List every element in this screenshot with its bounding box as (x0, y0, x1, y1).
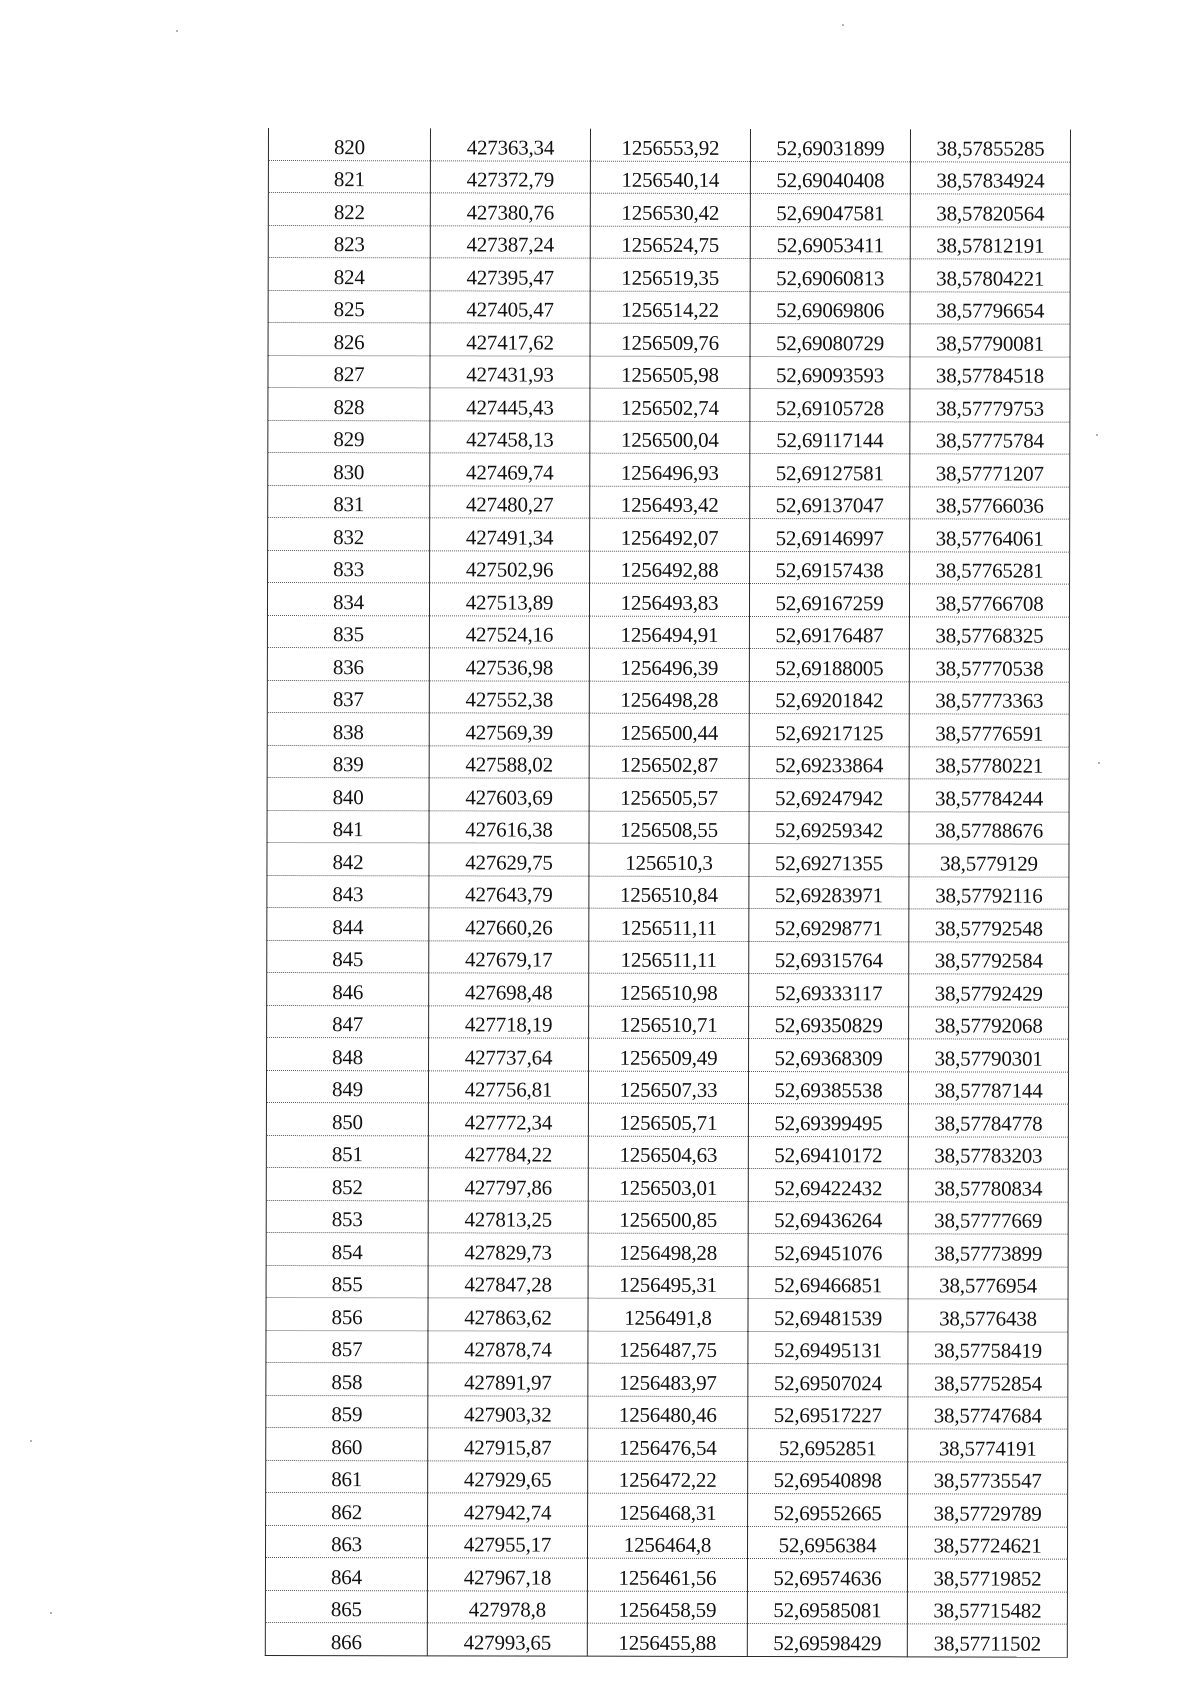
coord-x-cell: 427380,76 (430, 193, 590, 226)
latitude-cell: 52,69137047 (750, 486, 910, 519)
table-row (266, 1427, 1068, 1461)
point-number-cell: 829 (268, 420, 430, 453)
coord-y-cell: 1256492,07 (590, 518, 750, 551)
point-number-cell: 851 (266, 1135, 428, 1168)
table-row (267, 875, 1069, 909)
point-number-cell: 825 (268, 290, 430, 323)
coord-y-cell: 1256505,71 (588, 1103, 748, 1136)
longitude-cell: 38,57776591 (909, 714, 1069, 747)
table-row (266, 1297, 1068, 1331)
table-row (268, 258, 1070, 292)
latitude-cell: 52,69105728 (750, 389, 910, 422)
coord-y-cell: 1256510,3 (589, 843, 749, 876)
table-row (267, 940, 1069, 974)
longitude-cell: 38,57788676 (909, 811, 1069, 844)
table-row (267, 972, 1069, 1006)
table-row (266, 1492, 1068, 1526)
longitude-cell: 38,57735547 (908, 1461, 1068, 1494)
coord-x-cell: 427524,16 (429, 615, 589, 648)
coordinates-table (265, 128, 1071, 1657)
point-number-cell: 832 (268, 518, 430, 551)
table-row (268, 420, 1070, 454)
table-row (268, 323, 1070, 357)
latitude-cell: 52,69093593 (750, 356, 910, 389)
coord-y-cell: 1256510,71 (589, 1006, 749, 1039)
coord-y-cell: 1256476,54 (588, 1428, 748, 1461)
point-number-cell: 864 (265, 1557, 427, 1590)
coord-x-cell: 427569,39 (429, 713, 589, 746)
point-number-cell: 841 (267, 810, 429, 843)
latitude-cell: 52,69040408 (750, 161, 910, 194)
coord-y-cell: 1256553,92 (590, 129, 750, 161)
coord-y-cell: 1256514,22 (590, 291, 750, 324)
longitude-cell: 38,57820564 (910, 194, 1070, 227)
point-number-cell: 837 (267, 680, 429, 713)
table-row (267, 647, 1069, 681)
coord-y-cell: 1256505,98 (590, 356, 750, 389)
point-number-cell: 865 (265, 1590, 427, 1623)
point-number-cell: 821 (268, 160, 430, 193)
coord-x-cell: 427660,26 (429, 908, 589, 941)
latitude-cell: 52,69315764 (749, 941, 909, 974)
longitude-cell: 38,57787144 (908, 1071, 1068, 1104)
latitude-cell: 52,69053411 (750, 226, 910, 259)
point-number-cell: 835 (267, 615, 429, 648)
latitude-cell: 52,69069806 (750, 291, 910, 324)
longitude-cell: 38,57711502 (907, 1624, 1067, 1657)
latitude-cell: 52,69117144 (750, 421, 910, 454)
coord-x-cell: 427536,98 (429, 648, 589, 681)
table-row (267, 680, 1069, 714)
longitude-cell: 38,57775784 (910, 421, 1070, 454)
point-number-cell: 858 (266, 1362, 428, 1395)
coord-x-cell: 427942,74 (428, 1493, 588, 1526)
table-row (266, 1200, 1068, 1234)
point-number-cell: 823 (268, 225, 430, 258)
table-row (267, 745, 1069, 779)
coord-y-cell: 1256487,75 (588, 1331, 748, 1364)
latitude-cell: 52,69540898 (748, 1461, 908, 1494)
coordinates-table-body (265, 128, 1070, 1657)
table-row (266, 1265, 1068, 1299)
latitude-cell: 52,69451076 (748, 1234, 908, 1267)
table-row (268, 160, 1070, 194)
table-row (265, 1557, 1067, 1591)
coord-x-cell: 427458,13 (430, 420, 590, 453)
coord-x-cell: 427978,8 (427, 1590, 587, 1623)
latitude-cell: 52,69507024 (748, 1364, 908, 1397)
point-number-cell: 853 (266, 1200, 428, 1233)
table-row (268, 128, 1070, 162)
coord-x-cell: 427363,34 (430, 128, 590, 160)
point-number-cell: 855 (266, 1265, 428, 1298)
coord-x-cell: 427629,75 (429, 843, 589, 876)
latitude-cell: 52,69157438 (750, 551, 910, 584)
coord-x-cell: 427417,62 (430, 323, 590, 356)
point-number-cell: 847 (267, 1005, 429, 1038)
latitude-cell: 52,69201842 (749, 681, 909, 714)
table-row (268, 388, 1070, 422)
longitude-cell: 38,5774191 (908, 1429, 1068, 1462)
table-row (268, 193, 1070, 227)
coord-x-cell: 427513,89 (429, 583, 589, 616)
point-number-cell: 822 (268, 193, 430, 226)
coord-x-cell: 427372,79 (430, 160, 590, 193)
latitude-cell: 52,69574636 (747, 1559, 907, 1592)
latitude-cell: 52,69333117 (749, 974, 909, 1007)
table-row (266, 1102, 1068, 1136)
point-number-cell: 820 (268, 128, 430, 160)
longitude-cell: 38,57792116 (909, 876, 1069, 909)
longitude-cell: 38,57792584 (909, 941, 1069, 974)
latitude-cell: 52,69385538 (748, 1071, 908, 1104)
coord-x-cell: 427491,34 (430, 518, 590, 551)
coord-y-cell: 1256496,93 (590, 453, 750, 486)
latitude-cell: 52,69060813 (750, 259, 910, 292)
latitude-cell: 52,69031899 (750, 129, 910, 161)
longitude-cell: 38,57784518 (910, 356, 1070, 389)
latitude-cell: 52,69167259 (749, 584, 909, 617)
coord-y-cell: 1256500,04 (590, 421, 750, 454)
scan-speck (176, 30, 178, 32)
coord-y-cell: 1256472,22 (588, 1461, 748, 1494)
point-number-cell: 824 (268, 258, 430, 291)
point-number-cell: 857 (266, 1330, 428, 1363)
coord-y-cell: 1256461,56 (587, 1558, 747, 1591)
longitude-cell: 38,57768325 (909, 616, 1069, 649)
point-number-cell: 863 (266, 1525, 428, 1558)
longitude-cell: 38,57773363 (909, 681, 1069, 714)
point-number-cell: 850 (266, 1102, 428, 1135)
longitude-cell: 38,57765281 (910, 551, 1070, 584)
longitude-cell: 38,57784244 (909, 779, 1069, 812)
coord-x-cell: 427891,97 (428, 1363, 588, 1396)
table-row (266, 1330, 1068, 1364)
point-number-cell: 854 (266, 1232, 428, 1265)
point-number-cell: 842 (267, 842, 429, 875)
coord-y-cell: 1256500,85 (588, 1201, 748, 1234)
longitude-cell: 38,57784778 (908, 1104, 1068, 1137)
latitude-cell: 52,69127581 (750, 454, 910, 487)
longitude-cell: 38,5776438 (908, 1299, 1068, 1332)
table-row (266, 1395, 1068, 1429)
latitude-cell: 52,69585081 (747, 1591, 907, 1624)
coord-y-cell: 1256480,46 (588, 1396, 748, 1429)
coord-y-cell: 1256498,28 (588, 1233, 748, 1266)
longitude-cell: 38,57773899 (908, 1234, 1068, 1267)
table-row (268, 518, 1070, 552)
longitude-cell: 38,57792068 (909, 1006, 1069, 1039)
longitude-cell: 38,57790081 (910, 324, 1070, 357)
longitude-cell: 38,57747684 (908, 1396, 1068, 1429)
point-number-cell: 830 (268, 453, 430, 486)
point-number-cell: 840 (267, 777, 429, 810)
latitude-cell: 52,69350829 (749, 1006, 909, 1039)
coord-x-cell: 427395,47 (430, 258, 590, 291)
latitude-cell: 52,69188005 (749, 649, 909, 682)
latitude-cell: 52,69436264 (748, 1201, 908, 1234)
coord-y-cell: 1256468,31 (588, 1493, 748, 1526)
latitude-cell: 52,6956384 (748, 1526, 908, 1559)
longitude-cell: 38,57792429 (909, 974, 1069, 1007)
point-number-cell: 848 (267, 1037, 429, 1070)
coord-x-cell: 427829,73 (428, 1233, 588, 1266)
point-number-cell: 849 (266, 1070, 428, 1103)
latitude-cell: 52,69399495 (748, 1104, 908, 1137)
coord-x-cell: 427431,93 (430, 355, 590, 388)
latitude-cell: 52,69598429 (747, 1624, 907, 1657)
point-number-cell: 856 (266, 1297, 428, 1330)
longitude-cell: 38,57834924 (910, 161, 1070, 194)
coord-y-cell: 1256509,49 (589, 1038, 749, 1071)
latitude-cell: 52,69259342 (749, 811, 909, 844)
coord-y-cell: 1256509,76 (590, 323, 750, 356)
table-row (267, 810, 1069, 844)
longitude-cell: 38,5776954 (908, 1266, 1068, 1299)
coord-x-cell: 427588,02 (429, 745, 589, 778)
point-number-cell: 852 (266, 1167, 428, 1200)
table-row (268, 290, 1070, 324)
longitude-cell: 38,57804221 (910, 259, 1070, 292)
coord-x-cell: 427616,38 (429, 810, 589, 843)
point-number-cell: 834 (267, 583, 429, 616)
table-row (266, 1135, 1068, 1169)
coord-x-cell: 427878,74 (428, 1330, 588, 1363)
table-row (267, 907, 1069, 941)
coord-x-cell: 427387,24 (430, 225, 590, 258)
coord-y-cell: 1256502,87 (589, 746, 749, 779)
point-number-cell: 843 (267, 875, 429, 908)
coord-x-cell: 427863,62 (428, 1298, 588, 1331)
latitude-cell: 52,69368309 (749, 1039, 909, 1072)
latitude-cell: 52,69466851 (748, 1266, 908, 1299)
coord-y-cell: 1256464,8 (588, 1526, 748, 1559)
scan-speck (50, 1612, 52, 1614)
latitude-cell: 52,69047581 (750, 194, 910, 227)
coord-x-cell: 427955,17 (428, 1525, 588, 1558)
table-row (268, 550, 1070, 584)
point-number-cell: 833 (268, 550, 430, 583)
coord-y-cell: 1256458,59 (587, 1591, 747, 1624)
table-row (268, 485, 1070, 519)
coord-y-cell: 1256495,31 (588, 1266, 748, 1299)
coord-x-cell: 427915,87 (428, 1428, 588, 1461)
table-row (266, 1232, 1068, 1266)
scan-speck (1098, 762, 1100, 764)
coord-x-cell: 427813,25 (428, 1200, 588, 1233)
coord-x-cell: 427737,64 (429, 1038, 589, 1071)
longitude-cell: 38,57766708 (909, 584, 1069, 617)
coord-x-cell: 427772,34 (428, 1103, 588, 1136)
table-row (268, 453, 1070, 487)
longitude-cell: 38,57752854 (908, 1364, 1068, 1397)
latitude-cell: 52,69233864 (749, 746, 909, 779)
point-number-cell: 846 (267, 972, 429, 1005)
coord-x-cell: 427756,81 (428, 1070, 588, 1103)
longitude-cell: 38,57783203 (908, 1136, 1068, 1169)
latitude-cell: 52,69271355 (749, 844, 909, 877)
coord-y-cell: 1256508,55 (589, 811, 749, 844)
longitude-cell: 38,57758419 (908, 1331, 1068, 1364)
longitude-cell: 38,57770538 (909, 649, 1069, 682)
coord-x-cell: 427469,74 (430, 453, 590, 486)
point-number-cell: 827 (268, 355, 430, 388)
longitude-cell: 38,57777669 (908, 1201, 1068, 1234)
latitude-cell: 52,69217125 (749, 714, 909, 747)
coord-x-cell: 427502,96 (430, 550, 590, 583)
coord-x-cell: 427698,48 (429, 973, 589, 1006)
coord-y-cell: 1256507,33 (588, 1071, 748, 1104)
point-number-cell: 860 (266, 1427, 428, 1460)
point-number-cell: 866 (265, 1622, 427, 1655)
coord-y-cell: 1256530,42 (590, 193, 750, 226)
coord-x-cell: 427603,69 (429, 778, 589, 811)
table-row (267, 615, 1069, 649)
coord-y-cell: 1256511,11 (589, 908, 749, 941)
coord-x-cell: 427445,43 (430, 388, 590, 421)
coord-y-cell: 1256519,35 (590, 258, 750, 291)
longitude-cell: 38,57715482 (907, 1591, 1067, 1624)
point-number-cell: 836 (267, 647, 429, 680)
latitude-cell: 52,69283971 (749, 876, 909, 909)
latitude-cell: 52,69422432 (748, 1169, 908, 1202)
point-number-cell: 861 (266, 1460, 428, 1493)
longitude-cell: 38,57792548 (909, 909, 1069, 942)
point-number-cell: 826 (268, 323, 430, 356)
latitude-cell: 52,69410172 (748, 1136, 908, 1169)
coord-x-cell: 427643,79 (429, 875, 589, 908)
point-number-cell: 839 (267, 745, 429, 778)
table-row (267, 1037, 1069, 1071)
coord-y-cell: 1256491,8 (588, 1298, 748, 1331)
longitude-cell: 38,57812191 (910, 226, 1070, 259)
coord-y-cell: 1256496,39 (589, 648, 749, 681)
latitude-cell: 52,69298771 (749, 909, 909, 942)
table-row (266, 1167, 1068, 1201)
longitude-cell: 38,57790301 (909, 1039, 1069, 1072)
table-row (267, 1005, 1069, 1039)
table-row (268, 225, 1070, 259)
coord-y-cell: 1256510,98 (589, 973, 749, 1006)
point-number-cell: 859 (266, 1395, 428, 1428)
coord-y-cell: 1256524,75 (590, 226, 750, 259)
longitude-cell: 38,57855285 (910, 129, 1070, 161)
coord-x-cell: 427718,19 (429, 1005, 589, 1038)
latitude-cell: 52,69080729 (750, 324, 910, 357)
latitude-cell: 52,69517227 (748, 1396, 908, 1429)
latitude-cell: 52,69495131 (748, 1331, 908, 1364)
coord-y-cell: 1256504,63 (588, 1136, 748, 1169)
table-row (265, 1590, 1067, 1624)
point-number-cell: 844 (267, 907, 429, 940)
latitude-cell: 52,69481539 (748, 1299, 908, 1332)
longitude-cell: 38,57724621 (908, 1526, 1068, 1559)
coord-y-cell: 1256494,91 (589, 616, 749, 649)
longitude-cell: 38,57771207 (910, 454, 1070, 487)
coord-y-cell: 1256498,28 (589, 681, 749, 714)
longitude-cell: 38,57780834 (908, 1169, 1068, 1202)
longitude-cell: 38,57796654 (910, 291, 1070, 324)
coord-y-cell: 1256500,44 (589, 713, 749, 746)
coord-y-cell: 1256493,83 (589, 583, 749, 616)
point-number-cell: 828 (268, 388, 430, 421)
table-row (267, 777, 1069, 811)
coord-y-cell: 1256493,42 (590, 486, 750, 519)
longitude-cell: 38,5779129 (909, 844, 1069, 877)
coord-y-cell: 1256511,11 (589, 941, 749, 974)
coord-y-cell: 1256540,14 (590, 161, 750, 194)
coord-y-cell: 1256502,74 (590, 388, 750, 421)
coord-x-cell: 427679,17 (429, 940, 589, 973)
coord-y-cell: 1256455,88 (587, 1623, 747, 1656)
table-row (267, 842, 1069, 876)
coord-y-cell: 1256503,01 (588, 1168, 748, 1201)
coord-x-cell: 427784,22 (428, 1135, 588, 1168)
table-row (265, 1622, 1067, 1656)
longitude-cell: 38,57780221 (909, 746, 1069, 779)
coord-y-cell: 1256510,84 (589, 876, 749, 909)
latitude-cell: 52,6952851 (748, 1429, 908, 1462)
latitude-cell: 52,69247942 (749, 779, 909, 812)
point-number-cell: 845 (267, 940, 429, 973)
table-row (266, 1362, 1068, 1396)
table-row (267, 583, 1069, 617)
scan-speck (30, 1440, 32, 1442)
table-row (268, 355, 1070, 389)
latitude-cell: 52,69146997 (750, 519, 910, 552)
latitude-cell: 52,69176487 (749, 616, 909, 649)
coord-x-cell: 427480,27 (430, 485, 590, 518)
coord-x-cell: 427405,47 (430, 290, 590, 323)
longitude-cell: 38,57719852 (907, 1559, 1067, 1592)
coord-x-cell: 427929,65 (428, 1460, 588, 1493)
point-number-cell: 831 (268, 485, 430, 518)
coord-x-cell: 427847,28 (428, 1265, 588, 1298)
point-number-cell: 838 (267, 712, 429, 745)
coord-x-cell: 427903,32 (428, 1395, 588, 1428)
table-row (266, 1460, 1068, 1494)
coord-y-cell: 1256483,97 (588, 1363, 748, 1396)
scan-speck (842, 24, 844, 26)
latitude-cell: 52,69552665 (748, 1494, 908, 1527)
longitude-cell: 38,57779753 (910, 389, 1070, 422)
scan-speck (1096, 434, 1098, 436)
table-row (266, 1070, 1068, 1104)
coord-x-cell: 427797,86 (428, 1168, 588, 1201)
coord-x-cell: 427967,18 (427, 1558, 587, 1591)
coord-y-cell: 1256505,57 (589, 778, 749, 811)
table-row (267, 712, 1069, 746)
coord-y-cell: 1256492,88 (590, 551, 750, 584)
point-number-cell: 862 (266, 1492, 428, 1525)
coord-x-cell: 427552,38 (429, 680, 589, 713)
table-row (266, 1525, 1068, 1559)
longitude-cell: 38,57764061 (910, 519, 1070, 552)
coord-x-cell: 427993,65 (427, 1623, 587, 1656)
longitude-cell: 38,57766036 (910, 486, 1070, 519)
longitude-cell: 38,57729789 (908, 1494, 1068, 1527)
